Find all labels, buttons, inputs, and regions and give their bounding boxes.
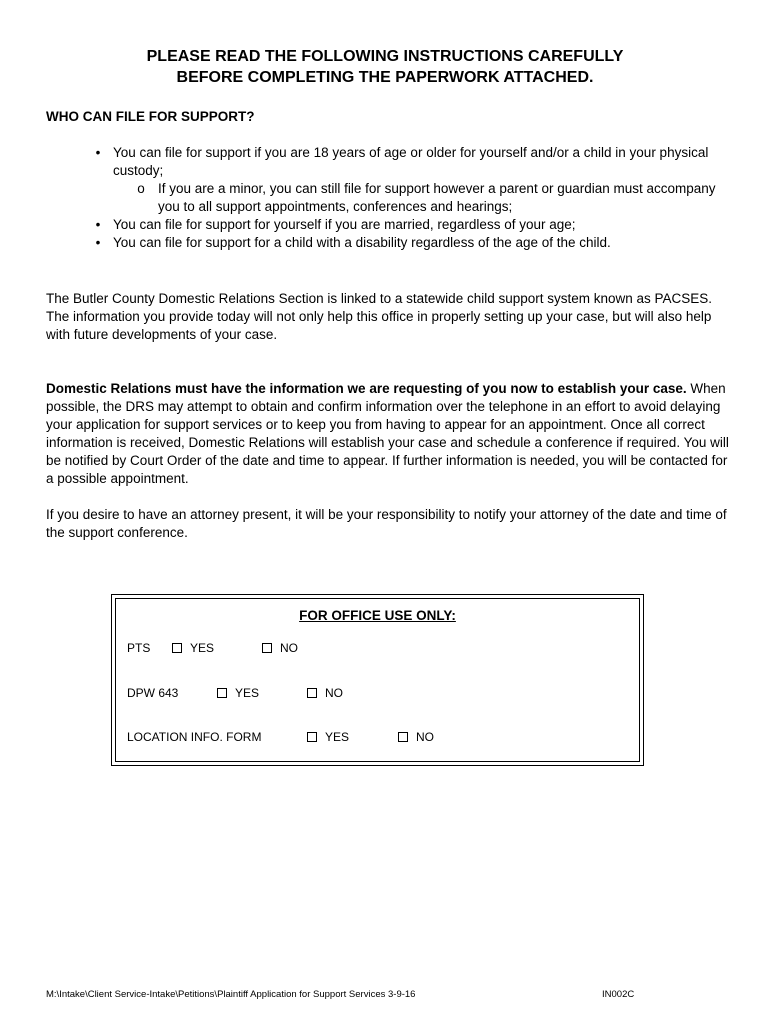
- dpw-643-yes-label: YES: [235, 686, 260, 700]
- page-title: [0, 46, 770, 88]
- pts-yes-option[interactable]: [172, 640, 214, 656]
- checkbox-icon[interactable]: [217, 688, 227, 698]
- checkbox-icon[interactable]: [307, 688, 317, 698]
- checkbox-icon[interactable]: [262, 643, 272, 653]
- bullet-text: You can file for support if you are 18 years of age or older for yourself and/or a child in your physical custody;: [113, 145, 709, 178]
- footer-file-path: M:\Intake\Client Service-Intake\Petitions\Plaintiff Application for Support Services 3-9-16: [46, 989, 416, 1000]
- office-use-box: [111, 594, 644, 766]
- dpw-643-no-option[interactable]: [307, 685, 343, 701]
- eligibility-list: [46, 144, 736, 252]
- office-use-title: FOR OFFICE USE ONLY:: [299, 608, 456, 623]
- checkbox-icon[interactable]: [398, 732, 408, 742]
- list-item: [46, 234, 736, 252]
- checkbox-icon[interactable]: [307, 732, 317, 742]
- list-item: [46, 216, 736, 234]
- location-info-form-label: LOCATION INFO. FORM: [127, 730, 262, 744]
- bullet-icon: •: [95, 145, 101, 160]
- pts-label: PTS: [127, 641, 151, 655]
- pts-no-option[interactable]: [262, 640, 298, 656]
- pts-no-label: NO: [280, 641, 298, 655]
- list-item: [46, 144, 736, 180]
- bullet-text: You can file for support for yourself if you are married, regardless of your age;: [113, 217, 576, 232]
- checkbox-icon[interactable]: [172, 643, 182, 653]
- sub-bullet-icon: o: [137, 181, 145, 196]
- location-info-yes-option[interactable]: [307, 729, 349, 745]
- who-can-file-heading: WHO CAN FILE FOR SUPPORT?: [46, 109, 255, 124]
- list-item: [46, 180, 736, 216]
- dpw-643-no-label: NO: [325, 686, 343, 700]
- information-paragraph: [46, 380, 736, 488]
- footer-form-code: IN002C: [602, 989, 635, 1000]
- sub-bullet-text: If you are a minor, you can still file for support however a parent or guardian must accompany you to all support appointments, conferences and hearings;: [158, 181, 716, 214]
- location-info-no-label: NO: [416, 730, 434, 744]
- office-use-inner-border: [115, 598, 640, 762]
- location-info-yes-label: YES: [325, 730, 350, 744]
- dpw-643-yes-option[interactable]: [217, 685, 259, 701]
- location-info-no-option[interactable]: [398, 729, 434, 745]
- bullet-text: You can file for support for a child with a disability regardless of the age of the child.: [113, 235, 611, 250]
- title-line-2: BEFORE COMPLETING THE PAPERWORK ATTACHED.: [176, 69, 594, 86]
- pacses-paragraph: The Butler County Domestic Relations Section is linked to a statewide child support system known as PACSES. The information you provide today will not only help this office in properly setting up your case, but will also help with future developments of your case.: [46, 291, 713, 342]
- attorney-paragraph: If you desire to have an attorney present, it will be your responsibility to notify your attorney of the date and time of the support conference.: [46, 507, 727, 540]
- bullet-icon: •: [95, 217, 101, 232]
- pts-yes-label: YES: [190, 641, 215, 655]
- bullet-icon: •: [95, 235, 101, 250]
- information-bold-text: Domestic Relations must have the information we are requesting of you now to establish your case.: [46, 381, 687, 396]
- information-text: When possible, the DRS may attempt to obtain and confirm information over the telephone in an effort to avoid delaying your application for support services or to keep you from having to appear for an appointment. Once all correct information is received, Domestic Relations will establish your case and schedule a conference if required. You will be notified by Court Order of the date and time to appear. If further information is needed, you will be contacted for a possible appointment.: [46, 381, 729, 486]
- dpw-643-label: DPW 643: [127, 686, 179, 700]
- title-line-1: PLEASE READ THE FOLLOWING INSTRUCTIONS CAREFULLY: [146, 48, 624, 65]
